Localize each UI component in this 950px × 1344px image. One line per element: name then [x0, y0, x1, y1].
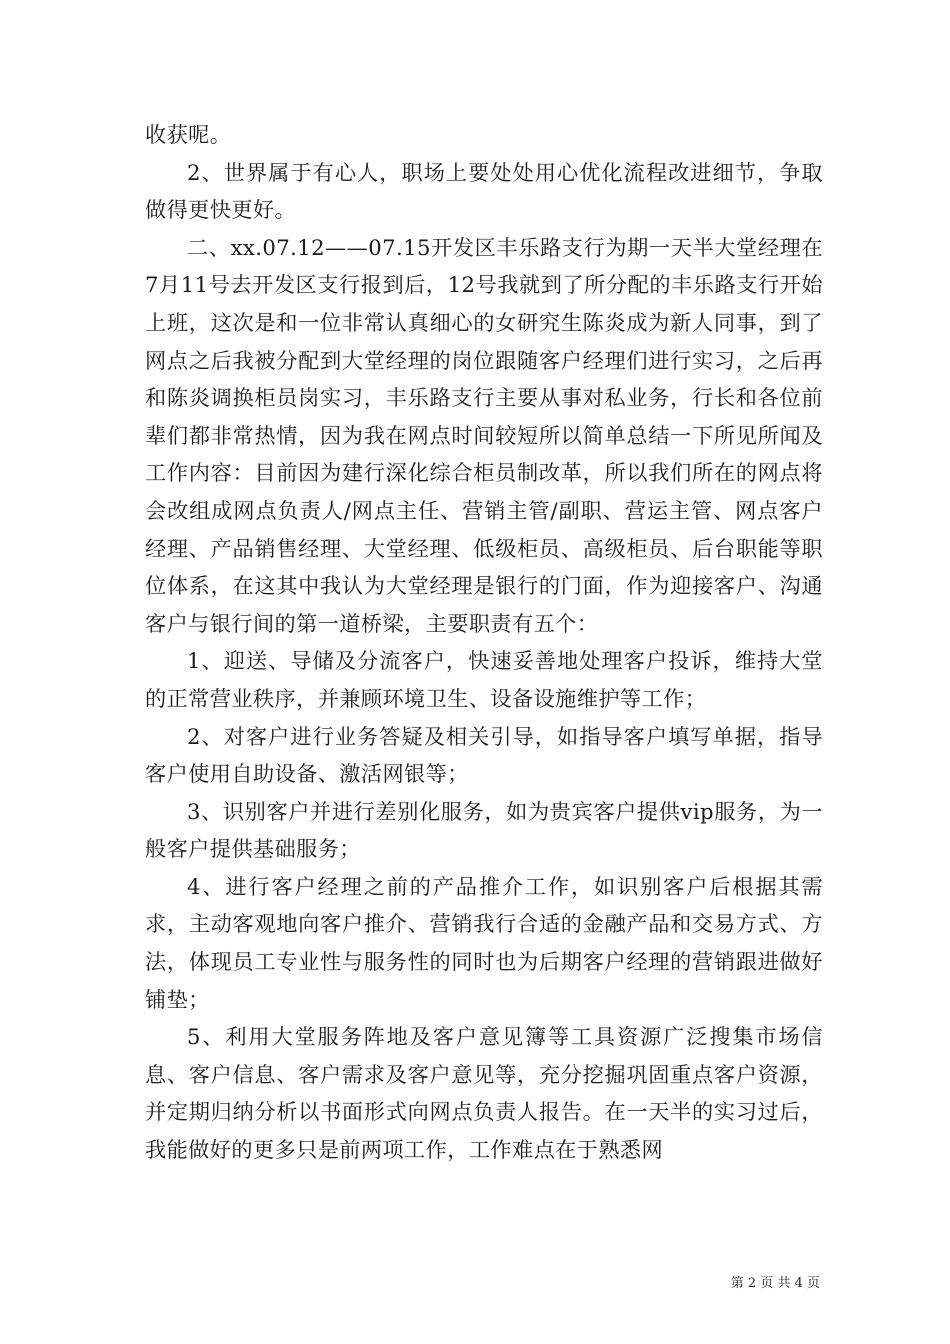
paragraph-duty-3: 3、识别客户并进行差别化服务，如为贵宾客户提供vip服务，为一般客户提供基础服务；	[145, 798, 823, 862]
paragraph-point-2: 2、世界属于有心人，职场上要处处用心优化流程改进细节，争取做得更快更好。	[145, 159, 823, 223]
document-body	[145, 116, 823, 1169]
paragraph-duty-4: 4、进行客户经理之前的产品推介工作，如识别客户后根据其需求，主动客观地向客户推介、营销我行合适的金融产品和交易方式、方法，体现员工专业性与服务性的同时也为后期客户经理的营销跟进做好铺垫；	[145, 873, 823, 1012]
paragraph-continuation: 收获呢。	[145, 122, 232, 147]
paragraph-duty-5: 5、利用大堂服务阵地及客户意见簿等工具资源广泛搜集市场信息、客户信息、客户需求及客户意见等，充分挖掘巩固重点客户资源，并定期归纳分析以书面形式向网点负责人报告。在一天半的实习过后，我能做好的更多只是前两项工作，工作难点在于熟悉网	[145, 1024, 823, 1163]
paragraph-section-two: 二、xx.07.12——07.15开发区丰乐路支行为期一天半大堂经理在7月11号去开发区支行报到后，12号我就到了所分配的丰乐路支行开始上班，这次是和一位非常认真细心的女研究生陈炎成为新人同事，到了网点之后我被分配到大堂经理的岗位跟随客户经理们进行实习，之后再和陈炎调换柜员岗实习，丰乐路支行主要从事对私业务，行长和各位前辈们都非常热情，因为我在网点时间较短所以简单总结一下所见所闻及工作内容：目前因为建行深化综合柜员制改革，所以我们所在的网点将会改组成网点负责人/网点主任、营销主管/副职、营运主管、网点客户经理、产品销售经理、大堂经理、低级柜员、高级柜员、后台职能等职位体系，在这其中我认为大堂经理是银行的门面，作为迎接客户、沟通客户与银行间的第一道桥梁，主要职责有五个：	[145, 234, 823, 636]
page-number-footer: 第 2 页 共 4 页	[730, 1276, 820, 1291]
paragraph-duty-1: 1、迎送、导储及分流客户，快速妥善地处理客户投诉，维持大堂的正常营业秩序，并兼顾环境卫生、设备设施维护等工作；	[145, 648, 823, 711]
paragraph-duty-2: 2、对客户进行业务答疑及相关引导，如指导客户填写单据，指导客户使用自助设备、激活网银等；	[145, 723, 823, 787]
